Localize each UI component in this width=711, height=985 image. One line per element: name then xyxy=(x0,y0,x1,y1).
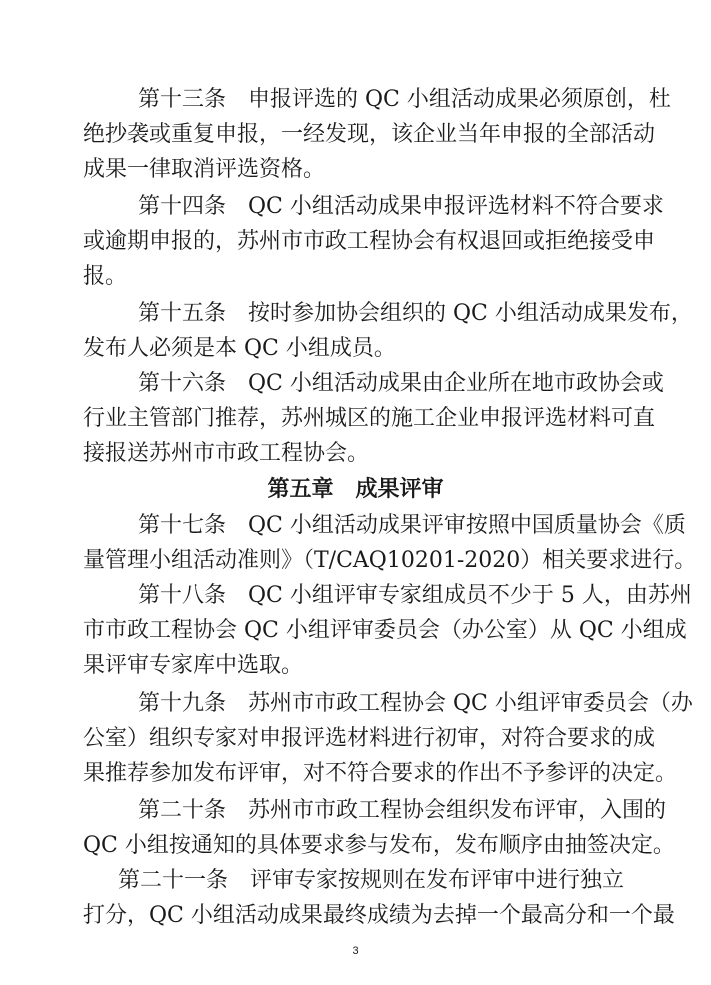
text-line: 第十四条 QC 小组活动成果申报评选材料不符合要求 xyxy=(138,194,664,219)
text-line: 第二十一条 评审专家按规则在发布评审中进行独立 xyxy=(118,868,625,893)
text-line: 行业主管部门推荐，苏州城区的施工企业申报评选材料可直 xyxy=(83,406,656,431)
text-line: 第十七条 QC 小组活动成果评审按照中国质量协会《质 xyxy=(138,513,686,538)
text-line: 打分，QC 小组活动成果最终成绩为去掉一个最高分和一个最 xyxy=(83,903,675,928)
chapter-heading: 第五章 成果评审 xyxy=(267,477,444,502)
page-number: 3 xyxy=(352,945,359,957)
text-line: 第十五条 按时参加协会组织的 QC 小组活动成果发布， xyxy=(138,301,693,326)
text-line: 量管理小组活动准则》（T/CAQ10201-2020）相关要求进行。 xyxy=(83,548,697,573)
text-line: 第十八条 QC 小组评审专家组成员不少于 5 人，由苏州 xyxy=(138,583,692,608)
text-line: 第十六条 QC 小组活动成果由企业所在地市政协会或 xyxy=(138,371,664,396)
text-line: 市市政工程协会 QC 小组评审委员会（办公室）从 QC 小组成 xyxy=(83,618,687,643)
text-line: 成果一律取消评选资格。 xyxy=(83,157,326,182)
text-line: 接报送苏州市市政工程协会。 xyxy=(83,441,370,466)
text-line: 果评审专家库中选取。 xyxy=(83,653,304,678)
text-line: 绝抄袭或重复申报，一经发现，该企业当年申报的全部活动 xyxy=(83,122,656,147)
text-line: QC 小组按通知的具体要求参与发布，发布顺序由抽签决定。 xyxy=(83,833,675,858)
text-line: 或逾期申报的，苏州市市政工程协会有权退回或拒绝接受申 xyxy=(83,229,656,254)
text-line: 第十三条 申报评选的 QC 小组活动成果必须原创，杜 xyxy=(138,87,671,112)
text-line: 报。 xyxy=(83,264,128,289)
text-line: 第二十条 苏州市市政工程协会组织发布评审，入围的 xyxy=(138,798,667,823)
text-line: 第十九条 苏州市市政工程协会 QC 小组评审委员会（办 xyxy=(138,691,693,716)
text-line: 公室）组织专家对申报评选材料进行初审，对符合要求的成 xyxy=(83,726,656,751)
text-line: 发布人必须是本 QC 小组成员。 xyxy=(83,336,396,361)
text-line: 果推荐参加发布评审，对不符合要求的作出不予参评的决定。 xyxy=(83,761,678,786)
